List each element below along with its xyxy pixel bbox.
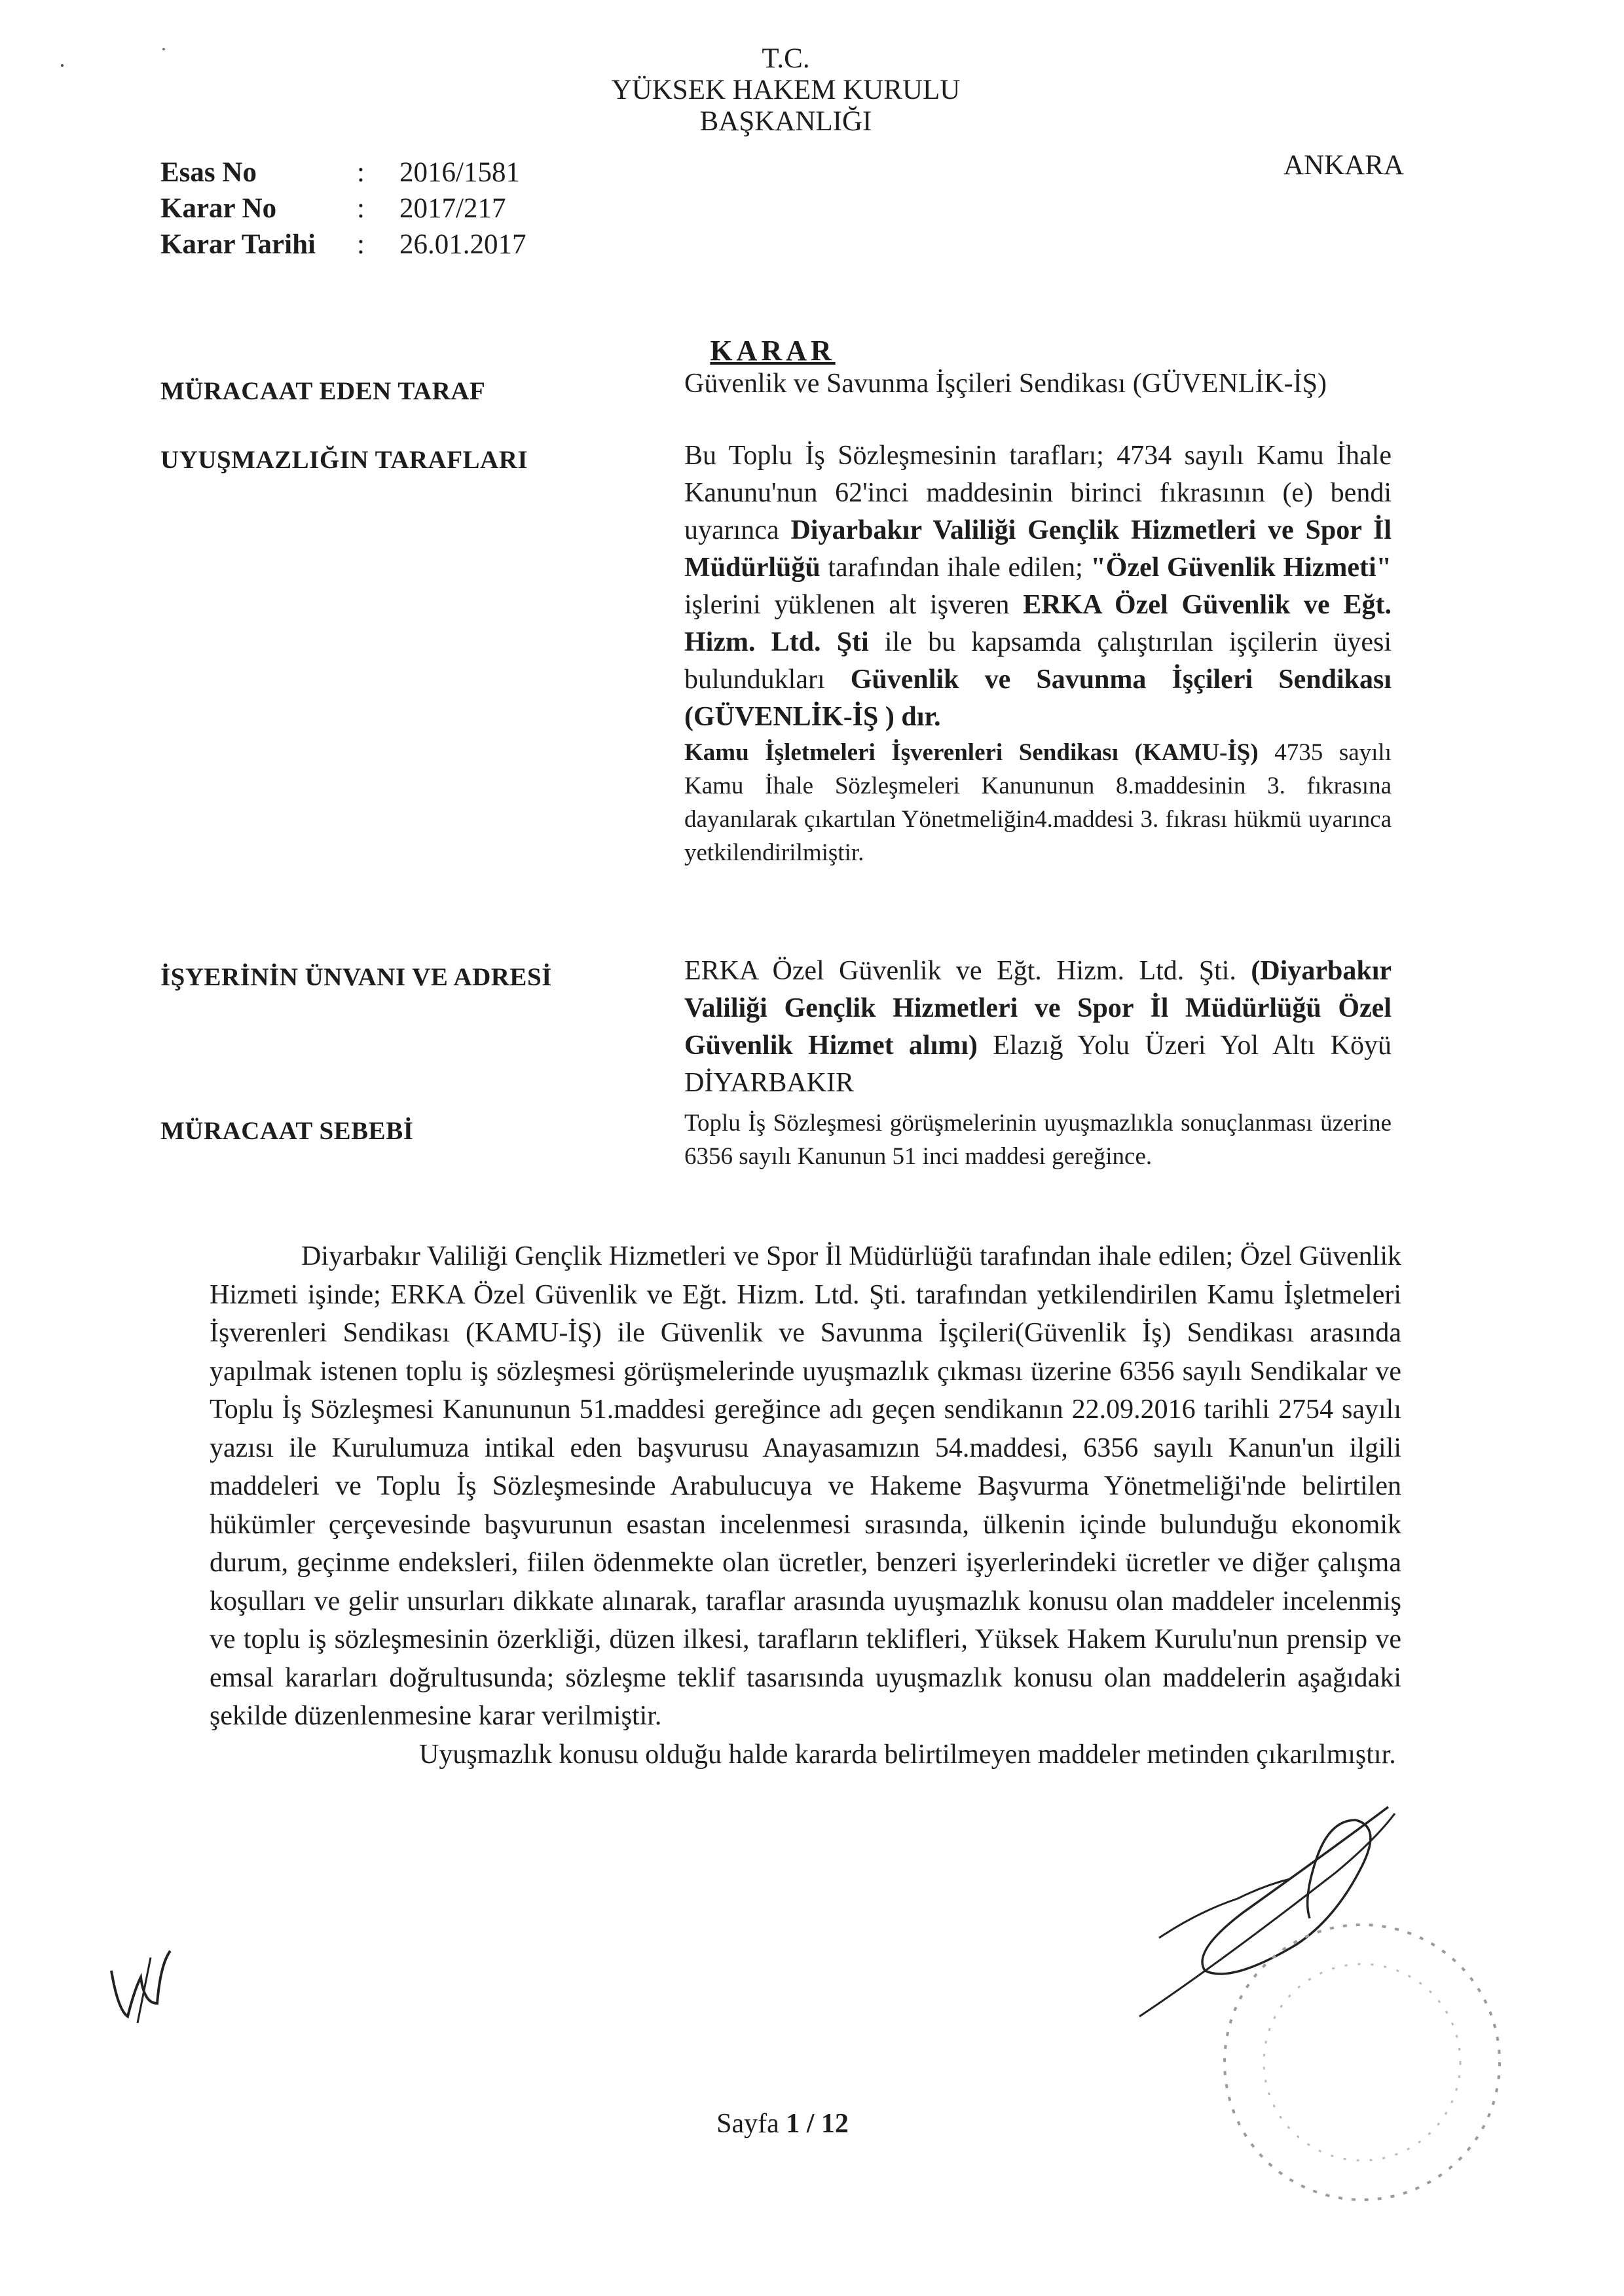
body-paragraph: Diyarbakır Valiliği Gençlik Hizmetleri ve Spor İl Müdürlüğü tarafından ihale edilen; Özel Güvenlik Hizmeti işinde; ERKA Özel Güvenlik ve Eğt. Hizm. Ltd. Şti. tarafından yetkilendirilen Kamu İşletmeleri İşverenleri Sendikası (KAMU-İŞ) ile Güvenlik ve Savunma İşçileri(Güvenlik İş) Sendikası arasında yapılmak istenen toplu iş sözleşmesi görüşmelerinde uyuşmazlık çıkması üzerine 6356 sayılı Sendikalar ve Toplu İş Sözleşmesi Kanununun 51.maddesi gereğince adı geçen sendikanın 22.09.2016 tarihli 2754 sayılı yazısı ile Kurulumuza intikal eden başvurusu Anayasamızın 54.maddesi, 6356 sayılı Kanun'un ilgili maddeleri ve Toplu İş Sözleşmesinde Arabulucuya ve Hakeme Başvurma Yönetmeliği'nde belirtilen hükümler çerçevesinde başvurunun esastan incelenmesi sırasında, ülkenin içinde bulunduğu ekonomik durum, geçinme endeksleri, fiilen ödenmekte olan ücretler, benzeri işyerlerindeki ücretler ve diğer çalışma koşulları ve gelir unsurları dikkate alınarak, taraflar arasında uyuşmazlık konusu olan maddeler incelenmiş ve toplu iş sözleşmesinin özerkliği, düzen ilkesi, tarafların teklifleri, Yüksek Hakem Kurulu'nun prensip ve emsal kararları doğrultusunda; sözleşme teklif tasarısında uyuşmazlık konusu olan maddelerin aşağıdaki şekilde düzenlenmesine karar verilmiştir. <box>210 1241 1401 1731</box>
parties-text: tarafından ihale edilen; <box>820 553 1091 583</box>
meta-label: Karar Tarihi <box>160 229 316 260</box>
meta-colon: : <box>357 157 365 188</box>
signature-stroke <box>1139 1813 1395 2016</box>
value-applicant: Güvenlik ve Savunma İşçileri Sendikası (GÜVENLİK-İŞ) <box>684 369 1327 399</box>
parties-text: Bu Toplu İş Sözleşmesinin tarafları; 4734 sayılı Kamu İhale Kanunu'nun 62'inci maddesinin birinci fıkrasının (e) bendi uyarınca <box>684 441 1392 545</box>
parties-text: 4735 sayılı Kamu İhale Sözleşmeleri Kanununun 8.maddesinin 3. fıkrasına dayanılarak çıkartılan Yönetmeliğin4.maddesi 3. fıkrası hükmü uyarınca yetkilendirilmiştir. <box>684 739 1392 866</box>
label-parties: UYUŞMAZLIĞIN TARAFLARI <box>160 446 528 474</box>
meta-colon: : <box>357 193 365 224</box>
meta-value: 26.01.2017 <box>399 229 526 260</box>
header-tc: T.C. <box>762 43 810 74</box>
page-separator: / <box>800 2109 821 2139</box>
city-label: ANKARA <box>1283 150 1404 181</box>
parties-text: işlerini yüklenen alt işveren <box>684 590 1024 620</box>
meta-label: Esas No <box>160 157 257 188</box>
parties-union: Güvenlik ve Savunma İşçileri Sendikası (GÜVENLİK-İŞ ) dır. <box>684 665 1392 732</box>
parties-kamu-is: Kamu İşletmeleri İşverenleri Sendikası (KAMU-İŞ) <box>684 739 1259 766</box>
page-prefix: Sayfa <box>716 2109 786 2139</box>
workplace-bold: (Diyarbakır Valiliği Gençlik Hizmetleri ve Spor İl Müdürlüğü Özel Güvenlik Hizmet alımı) <box>684 956 1392 1061</box>
meta-colon: : <box>357 229 365 260</box>
parties-employer: ERKA Özel Güvenlik ve Eğt. Hizm. Ltd. Şti <box>684 590 1392 657</box>
parties-authority: Diyarbakır Valiliği Gençlik Hizmetleri ve Spor İl Müdürlüğü <box>684 515 1392 583</box>
meta-label: Karar No <box>160 193 277 224</box>
decision-title: KARAR <box>710 335 836 367</box>
workplace-text: ERKA Özel Güvenlik ve Eğt. Hizm. Ltd. Şti. <box>684 956 1251 986</box>
workplace-text: Elazığ Yolu Üzeri Yol Altı Köyü DİYARBAKIR <box>684 1030 1392 1098</box>
header-presidency: BAŞKANLIĞI <box>699 106 872 137</box>
parties-service: "Özel Güvenlik Hizmeti" <box>1090 553 1392 583</box>
page-number <box>0 2108 1565 2140</box>
stamp-outline <box>1225 1925 1500 2200</box>
label-workplace: İŞYERİNİN ÜNVANI VE ADRESİ <box>160 963 552 991</box>
label-reason: MÜRACAAT SEBEBİ <box>160 1117 414 1145</box>
parties-text: ile bu kapsamda çalıştırılan işçilerin üyesi bulundukları <box>684 627 1392 695</box>
body-paragraph: Uyuşmazlık konusu olduğu halde kararda belirtilmeyen maddeler metinden çıkarılmıştır. <box>419 1739 1396 1770</box>
initials-stroke <box>138 1958 151 2023</box>
signature-stroke <box>1202 1807 1388 1974</box>
reason-text: Toplu İş Sözleşmesi görüşmelerinin uyuşmazlıkla sonuçlanması üzerine 6356 sayılı Kanunun 51 inci maddesi gereğince. <box>684 1110 1392 1170</box>
page-total: 12 <box>821 2109 849 2139</box>
header-institution: YÜKSEK HAKEM KURULU <box>611 75 961 105</box>
label-applicant: MÜRACAAT EDEN TARAF <box>160 377 486 405</box>
meta-value: 2016/1581 <box>399 157 520 188</box>
page-current: 1 <box>786 2109 800 2139</box>
meta-value: 2017/217 <box>399 193 506 224</box>
